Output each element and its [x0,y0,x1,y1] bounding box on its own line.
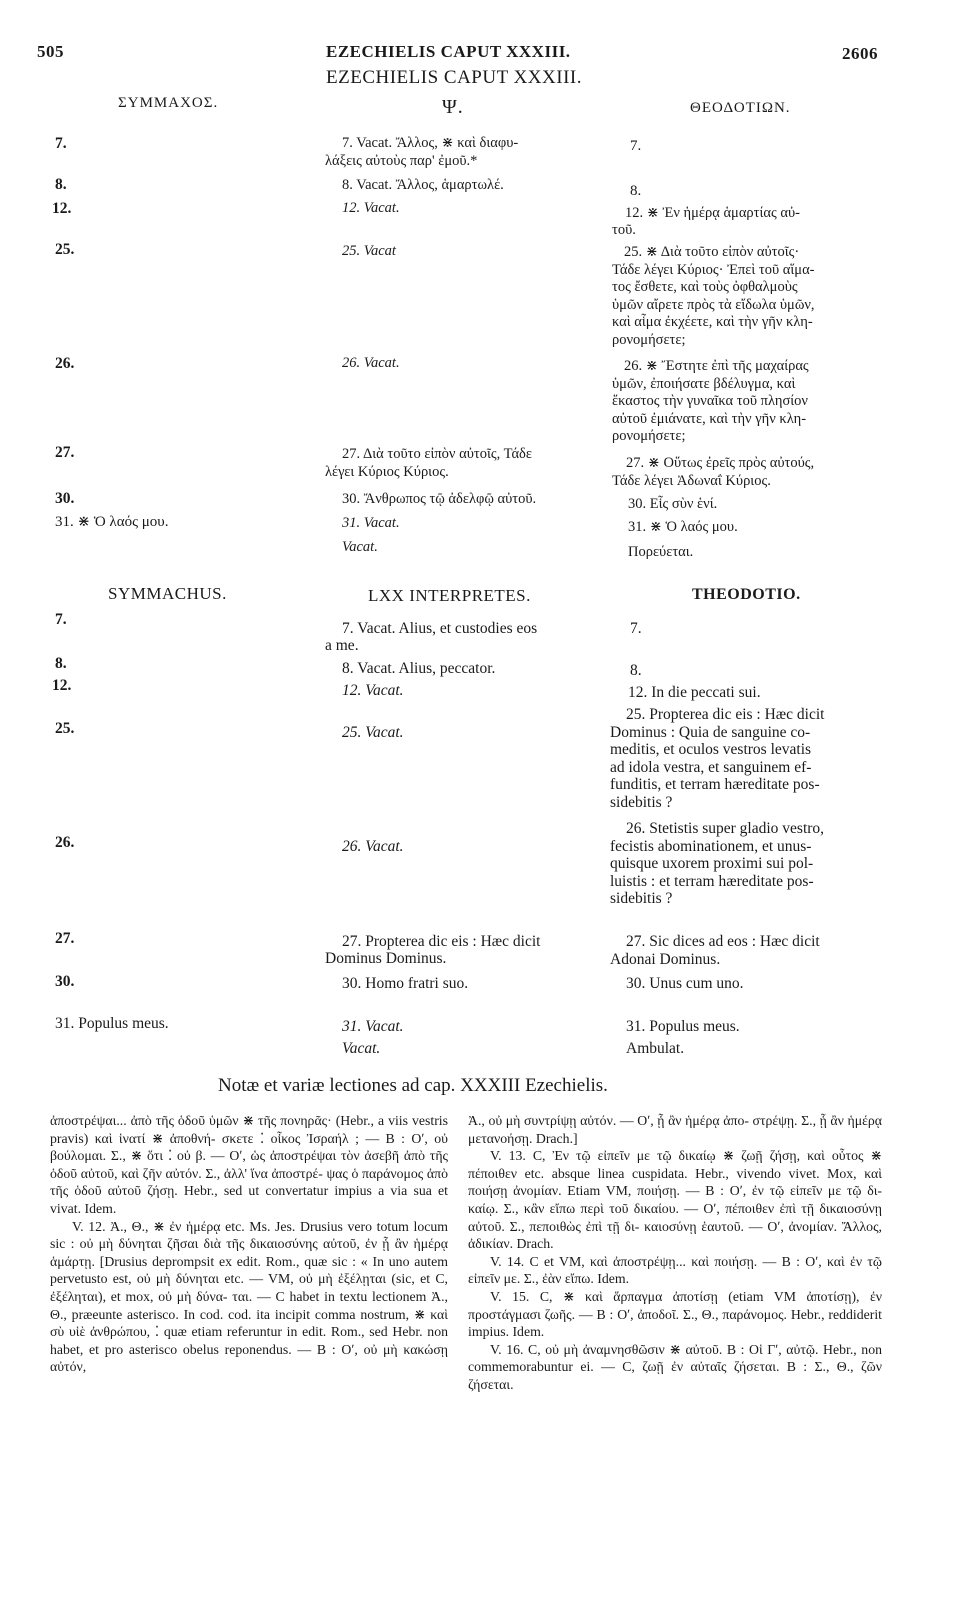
text-line: 25. ⋇ Διὰ τοῦτο εἰπὸν αὐτοῖς· [624,244,800,260]
text-line: funditis, et terram hæreditate pos- [610,776,820,793]
latin-theo-v25 [610,706,885,811]
note-paragraph: Ἀ., οὐ μὴ συντρίψῃ αὐτόν. — Οʹ, ᾗ ἂν ἡμέρᾳ ἀπο- στρέψῃ. Σ., ᾗ ἂν ἡμέρᾳ μετανοήσῃ. Drach.] [468,1113,882,1146]
latin-head-symmachus: SYMMACHUS. [108,584,227,603]
latin-head-theodotion: THEODOTIO. [692,586,801,603]
latin-theo-v26 [610,820,885,908]
latin-lxx-v31: 31. Vacat. [342,1018,404,1035]
greek-theo-v27 [612,455,884,490]
greek-sym-v31: 31. ⋇ Ὁ λαός μου. [55,514,169,530]
text-line: ρονομήσετε; [612,428,686,444]
greek-theo-v7: 7. [630,138,642,154]
greek-theo-v12-line2: τοῦ. [612,222,636,238]
notes-left-column [50,1112,448,1376]
greek-lxx-v30: 30. Ἄνθρωπος τῷ ἀδελφῷ αὐτοῦ. [342,491,537,507]
greek-theo-v31: 31. ⋇ Ὁ λαός μου. [628,519,738,535]
text-line: sidebitis ? [610,890,673,907]
text-line: 26. Stetistis super gladio vestro, [626,820,825,837]
text-line: ὑμῶν, ἐποιήσατε βδέλυγμα, καὶ [612,375,796,392]
latin-lxx-v8: 8. Vacat. Alius, peccator. [342,660,496,677]
greek-lxx-v27-line1: 27. Διὰ τοῦτο εἰπὸν αὐτοῖς, Τάδε [342,446,532,462]
left-page-number: 505 [37,42,64,61]
latin-sym-v8: 8. [55,655,67,672]
latin-lxx-v7-line2: a me. [325,637,359,654]
latin-theo-v8: 8. [630,662,642,679]
greek-lxx-v31: 31. Vacat. [342,515,400,531]
text-line: αὐτοῦ ἐμιάνατε, καὶ τὴν γῆν κλη- [612,410,807,427]
latin-theo-v31b: Ambulat. [626,1040,685,1057]
text-line: luistis : et terram hæreditate pos- [610,872,814,890]
latin-theo-v31: 31. Populus meus. [626,1018,740,1035]
text-line: 25. Propterea dic eis : Hæc dicit [626,706,825,723]
latin-sym-v12: 12. [52,677,72,694]
greek-lxx-v8: 8. Vacat. Ἄλλος, ἁμαρτωλέ. [342,177,504,193]
greek-lxx-v7-line2: λάξεις αὐτοὺς παρ' ἐμοῦ.* [325,153,478,169]
latin-lxx-v12: 12. Vacat. [342,682,404,699]
text-line: ad idola vestra, et sanguinem ef- [610,758,812,776]
greek-sym-v30: 30. [55,490,75,507]
latin-lxx-v30: 30. Homo fratri suo. [342,975,469,992]
notes-title: Notæ et variæ lectiones ad cap. XXXIII Ezechielis. [218,1075,608,1096]
greek-sym-v7: 7. [55,135,67,152]
greek-theo-v8: 8. [630,183,642,199]
note-paragraph: V. 13. C, Ἐν τῷ εἰπεῖν με τῷ δικαίῳ ⋇ ζωῇ ζήσῃ, καὶ οὗτος ⋇ πέποιθεν etc. absque linea cuspidata. Hebr., vivendo vivet. Mox, καὶ ποιήσῃ ἀνομίαν. Etiam VM, ποιήσῃ. — B : Οʹ, ἐν τῷ εἰπεῖν με τῷ δι- καίῳ. Σ., κἂν εἴπω περὶ τοῦ δικαίου. — Οʹ, πέποιθεν ἐπὶ τῇ δικαιοσύνῃ αὐτοῦ. Σ., πεποιθὼς ἐπὶ τῇ δι- καιοσύνῃ ἑαυτοῦ. — Οʹ, ἀνομίαν. Ἄλλος, ἀδικίαν. Drach. [468,1148,882,1252]
note-paragraph: V. 15. C, ⋇ καὶ ἅρπαγμα ἀποτίσῃ (etiam VM ἀποτίσῃ), ἐν προστάγμασι ζωῆς. — B : Οʹ, ἀποδοῖ. Σ., Θ., παράνομος. Hebr., reddiderit impius. Idem. [468,1288,882,1340]
latin-sym-v25: 25. [55,720,75,737]
greek-theo-v31b: Πορεύεται. [628,544,694,560]
latin-theo-v30: 30. Unus cum uno. [626,975,744,992]
greek-lxx-v12: 12. Vacat. [342,200,400,216]
latin-theo-v27 [610,933,885,968]
greek-theo-v25 [612,244,884,349]
latin-sym-v7: 7. [55,611,67,628]
note-paragraph: V. 12. Ἀ., Θ., ⋇ ἐν ἡμέρᾳ etc. Ms. Jes. Drusius vero totum locum sic : οὐ μὴ δύνηται ζῆσαι διὰ τῆς δικαιοσύνης αὐτοῦ, ἐν ᾗ ἂν ἡμέρᾳ ἁμάρτῃ. [Drusius deprompsit ex edit. Rom., quæ sic : « In uno autem pervetusto est, οὐ μὴ δύνηται etc. — VM, οὐ μὴ ἐξέλῃται (sic, et C, ἐξέληται), et mox, οὐ μὴ δύνα- ται. — C habet in textu lectionem Ἀ., Θ., præeunte asterisco. In cod. cod. ita incipit comma nostrum, ⋇ καὶ σὺ υἱὲ ἀνθρώπου, ⁚ quæ etiam referuntur in edit. Rom., sed Hebr. non habet, et pro asterisco obelus reponendus. — B : Οʹ, οὐ μὴ κακώσῃ αὐτόν, [50,1218,448,1375]
notes-right-column [468,1112,882,1394]
greek-title: EZECHIELIS CAPUT XXXIII. [326,67,582,88]
latin-theo-v12: 12. In die peccati sui. [628,684,761,701]
greek-lxx-v31b: Vacat. [342,539,378,555]
greek-head-symmachus: ΣΥΜΜΑΧΟΣ. [118,95,219,111]
text-line: Adonai Dominus. [610,950,721,968]
text-line: fecistis abominationem, et unus- [610,837,812,855]
greek-sym-v25: 25. [55,241,75,258]
greek-sym-v26: 26. [55,355,75,372]
text-line: ρονομήσετε; [612,331,686,348]
greek-theo-v12-line1: 12. ⋇ Ἐν ἡμέρᾳ ἁμαρτίας αὐ- [625,205,800,221]
text-line: 27. ⋇ Οὕτως ἐρεῖς πρὸς αὐτούς, [626,455,815,471]
greek-theo-v26 [612,358,884,446]
greek-lxx-v27-line2: λέγει Κύριος Κύριος. [325,464,449,480]
text-line: ὑμῶν αἴρετε πρὸς τὰ εἴδωλα ὑμῶν, [612,296,815,313]
text-line: ἕκαστος τὴν γυναῖκα τοῦ πλησίον [612,393,808,409]
note-paragraph: ἀποστρέψαι... ἀπὸ τῆς ὁδοῦ ὑμῶν ⋇ τῆς πονηρᾶς· (Hebr., a viis vestris pravis) καὶ ἱνατί ⋇ ἀποθνή- σκετε ⁚ οἶκος Ἰσραήλ ; — B : Οʹ, οὐ βούλομαι. Σ., ⋇ ὅτι ⁚ οὐ β. — Οʹ, ὡς ἀποστρέψαι τὸν ἀσεβῆ ἀπὸ τῆς ὁδοῦ αὐτοῦ, καὶ ζῆν αὐτόν. Σ., ἀλλ' ἵνα ἀποστρέ- ψας ὁ παράνομος ἀπὸ τῆς ὁδοῦ αὐτοῦ ζήσῃ. Hebr., sed ut convertatur impius a via sua et vivat. Idem. [50,1113,448,1216]
text-line: Τάδε λέγει Ἀδωναΐ Κύριος. [612,472,771,489]
greek-theo-v30: 30. Εἷς σὺν ἑνί. [628,496,718,512]
latin-lxx-v26: 26. Vacat. [342,838,404,855]
greek-lxx-v26: 26. Vacat. [342,355,400,371]
greek-lxx-v7-line1: 7. Vacat. Ἄλλος, ⋇ καὶ διαφυ- [342,135,519,151]
text-line: 27. Sic dices ad eos : Hæc dicit [626,933,820,950]
greek-lxx-v25: 25. Vacat [342,243,396,259]
text-line: meditis, et oculos vestros levatis [610,741,812,758]
right-page-number: 2606 [842,44,878,63]
greek-sym-v27: 27. [55,444,75,461]
greek-head-theodotion: ΘΕΟΔΟΤΙΩΝ. [690,100,791,116]
text-line: quisque uxorem proximi sui pol- [610,855,814,872]
latin-theo-v7: 7. [630,620,642,637]
latin-sym-v27: 27. [55,930,75,947]
greek-head-lxx: Ψ. [442,96,464,118]
text-line: sidebitis ? [610,793,673,811]
greek-sym-v12: 12. [52,200,72,217]
text-line: τος ἔσθετε, καὶ τοὺς ὀφθαλμοὺς [612,279,798,295]
latin-lxx-v31b: Vacat. [342,1040,381,1057]
latin-sym-v26: 26. [55,834,75,851]
text-line: Τάδε λέγει Κύριος· Ἐπεὶ τοῦ αἵμα- [612,261,815,278]
latin-lxx-v7-line1: 7. Vacat. Alius, et custodies eos [342,620,538,637]
note-paragraph: V. 14. C et VM, καὶ ἀποστρέψῃ... καὶ ποιήσῃ. — B : Οʹ, καὶ ἐν τῷ εἰπεῖν με. Σ., ἐὰν εἴπω. Idem. [468,1253,882,1287]
text-line: 26. ⋇ Ἔστητε ἐπὶ τῆς μαχαίρας [624,358,809,374]
latin-head-lxx: LXX INTERPRETES. [368,586,531,605]
latin-sym-v30: 30. [55,973,75,990]
latin-lxx-v27-line2: Dominus Dominus. [325,950,447,967]
latin-lxx-v25: 25. Vacat. [342,724,404,741]
text-line: καὶ αἷμα ἐκχέετε, καὶ τὴν γῆν κλη- [612,314,813,330]
running-title: EZECHIELIS CAPUT XXXIII. [326,42,571,61]
greek-sym-v8: 8. [55,176,67,193]
text-line: Dominus : Quia de sanguine co- [610,723,811,741]
latin-sym-v31: 31. Populus meus. [55,1015,169,1032]
note-paragraph: V. 16. C, οὐ μὴ ἀναμνησθῶσιν ⋇ αὐτοῦ. B : Οἱ Γʹ, αὐτῷ. Hebr., non commemorabuntur ei. — C, ζωῇ ἐν αὐταῖς ζήσεται. B : Σ., Θ., ζῶν ζήσεται. [468,1341,882,1392]
latin-lxx-v27-line1: 27. Propterea dic eis : Hæc dicit [342,933,541,950]
